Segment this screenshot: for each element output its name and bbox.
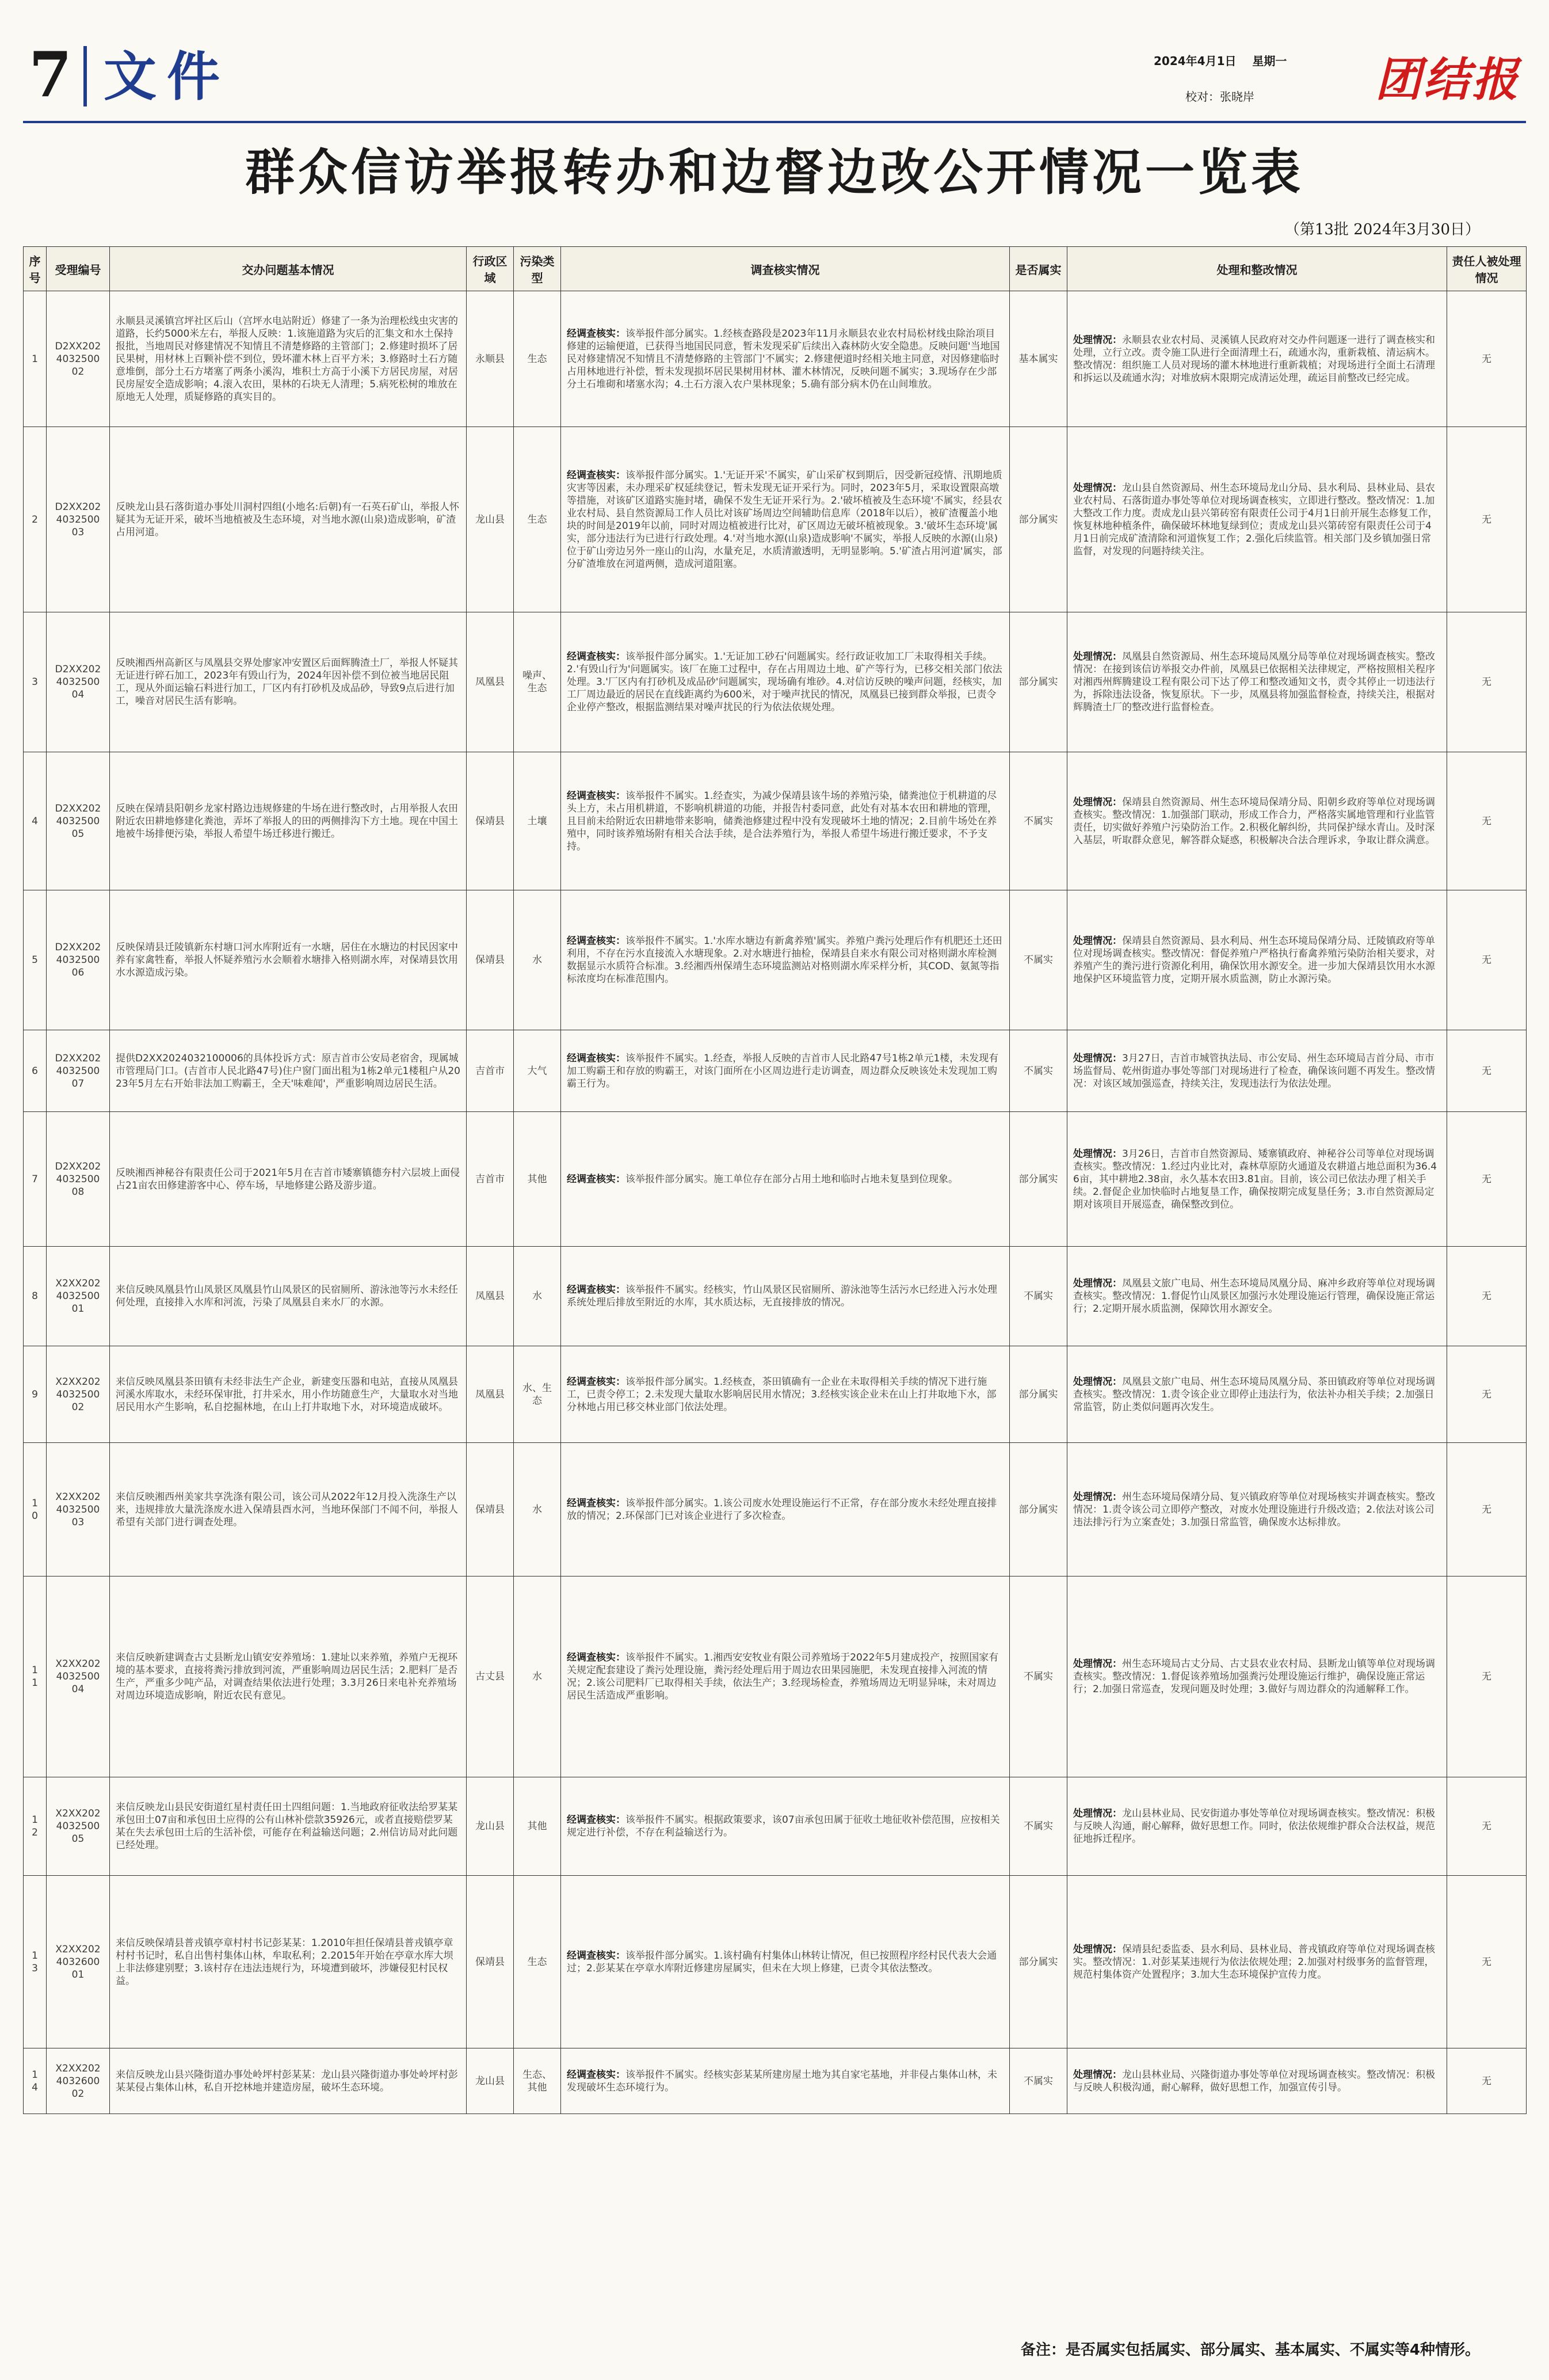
cell-type: 其他 xyxy=(514,1112,561,1247)
cell-region: 凤凰县 xyxy=(467,1346,514,1443)
cell-type: 噪声、生态 xyxy=(514,612,561,752)
cell-handling xyxy=(1067,890,1447,1030)
handling-text: 凤凰县文旅广电局、州生态环境局凤凰分局、茶田镇政府等单位对现场调查核实。整改情况：1.责令该企业立即停止违法行为，依法补办相关手续；2.加强日常监管，防止类似问题再次发生。 xyxy=(1073,1376,1435,1413)
cell-content: 来信反映凤凰县竹山凤景区凤凰县竹山凤景区的民宿厕所、游泳池等污水未经任何处理，直接排入水库和河流，污染了凤凰县自来水厂的水源。 xyxy=(110,1247,467,1346)
cell-accountability: 无 xyxy=(1447,1346,1527,1443)
cell-accountability: 无 xyxy=(1447,752,1527,890)
cell-accountability: 无 xyxy=(1447,890,1527,1030)
handling-text: 凤凰县自然资源局、州生态环境局凤凰分局等单位对现场调查核实。整改情况：在接到该信访举报交办件前，凤凰县已依据相关法律规定，严格按照相关程序对湘西州辉腾建设工程有限公司下达了停工和整改通知文书，责令其停止一切违法行为，拆除违法设备，恢复原状。下一步，凤凰县将加强监督检查，持续关注，根据对辉腾渣土厂的整改进行监督检查。 xyxy=(1073,651,1435,713)
cell-seq: 10 xyxy=(24,1443,47,1576)
cell-content: 反映湘西神秘谷有限责任公司于2021年5月在吉首市矮寨镇德夯村六层坡上面侵占21亩农田修建游客中心、停车场，早地修建公路及游步道。 xyxy=(110,1112,467,1247)
issue-date: 2024年4月1日 xyxy=(1154,54,1237,68)
cell-code: X2XX2024032600 02 xyxy=(47,2048,110,2114)
handling-label: 处理情况： xyxy=(1073,935,1122,947)
table-row xyxy=(24,291,1527,427)
handling-label: 处理情况： xyxy=(1073,1052,1122,1064)
cell-verdict: 不属实 xyxy=(1010,890,1067,1030)
cell-code: X2XX2024032500 03 xyxy=(47,1443,110,1576)
cell-region: 吉首市 xyxy=(467,1112,514,1247)
cell-type: 水 xyxy=(514,1576,561,1777)
cell-content: 反映在保靖县阳朝乡龙家村路边违规修建的牛场在进行整改时，占用举报人农田附近农田耕地修建化粪池，弄坏了举报人的田的两侧排沟下方土地。现在中国土地被牛场排便污染，举报人希望牛场迁移进行搬迁。 xyxy=(110,752,467,890)
investigation-text: 该举报件部分属实。1.'无证加工砂石'问题属实。经行政证收加工厂未取得相关手续。2.'有毁山行为'问题属实。该厂在施工过程中，存在占用周边土地、矿产等行为，已移交相关部门依法处理。3.'厂区内有打砂机及成品砂'问题属实，现场确有堆砂。4.对信访反映的噪声问题，经核实，加工厂周边最近的居民在直线距离约为600米，对于噪声扰民的情况，凤凰县已接到群众举报，已责令企业停产整改，根据监测结果对噪声扰民的行为依法依规处理。 xyxy=(567,651,1002,713)
handling-text: 州生态环境局古丈分局、古丈县农业农村局、县断龙山镇等单位对现场调查核实。整改情况：1.督促该养殖场加强粪污处理设施运行维护，确保设施正常运行；2.加强日常巡查，发现问题及时处理；3.做好与周边群众的沟通解释工作。 xyxy=(1073,1658,1435,1695)
cell-type: 生态 xyxy=(514,291,561,427)
cell-accountability: 无 xyxy=(1447,612,1527,752)
section-title: 文件 xyxy=(104,45,231,108)
cell-content: 反映湘西州高新区与凤凰县交界处廖家冲安置区后面辉腾渣土厂，举报人怀疑其无证进行碎石加工，2023年有毁山行为，2024年因补偿不到位被当地居民阻工，现从外面运输石料进行加工，厂区内有打砂机及成品砂，导致9点后进行加工，噪音对居民生活有影响。 xyxy=(110,612,467,752)
footnote: 备注：是否属实包括属实、部分属实、基本属实、不属实等4种情形。 xyxy=(1020,2341,1480,2359)
cell-seq: 6 xyxy=(24,1030,47,1112)
cell-handling xyxy=(1067,752,1447,890)
cell-accountability: 无 xyxy=(1447,1247,1527,1346)
cell-code: X2XX2024032500 04 xyxy=(47,1576,110,1777)
header-region: 行政区域 xyxy=(467,247,514,291)
cell-content: 永顺县灵溪镇宫坪社区后山（宫坪水电站附近）修建了一条为治理松线虫灾害的道路，长约5000米左右，举报人反映：1.该施道路为灾后的汇集文和水土保持报批，当地周民对修建情况不知情且不清楚修路的主管部门；2.修建时损坏了居民果树，用材林上百颗补偿不到位，毁坏灌木林上百平方米；3.修路时土石方随意堆倒，部分土石方堵塞了两条小溪沟，堆积土方高于小溪下方居民房屋，对居民房屋安全造成影响；4.滚入农田，果林的石块无人清理；5.病死松树的堆放在原地无人处理，质疑修路的真实目的。 xyxy=(110,291,467,427)
cell-content: 反映龙山县石落街道办事处川洞村四组(小地名:后朝)有一石英石矿山，举报人怀疑其为无证开采，破坏当地植被及生态环境，对当地水源(山泉)造成影响，矿渣占用河道。 xyxy=(110,427,467,612)
table-body xyxy=(24,291,1527,2114)
cell-region: 龙山县 xyxy=(467,427,514,612)
investigation-label: 经调查核实： xyxy=(567,1497,625,1509)
cell-accountability: 无 xyxy=(1447,2048,1527,2114)
report-table xyxy=(23,246,1527,2114)
cell-accountability: 无 xyxy=(1447,1030,1527,1112)
handling-label: 处理情况： xyxy=(1073,1278,1122,1289)
handling-text: 保靖县自然资源局、州生态环境局保靖分局、阳朝乡政府等单位对现场调查核实。整改情况：1.加强部门联动，形成工作合力，严格落实属地管理和行业监管责任，切实做好养殖户污染防治工作。2.积极化解纠纷，共同保护绿水青山。及时深入基层，听取群众意见，解答群众疑惑，积极解决合法合理诉求，争取让群众满意。 xyxy=(1073,796,1435,846)
cell-content: 来信反映保靖县普戎镇亭章村村书记彭某某：1.2010年担任保靖县普戎镇亭章村村书记时，私自出售村集体山林，牟取私利；2.2015年开始在亭章水库大坝上非法修建别墅；3.该村存在违法违规行为，环境遭到破坏，涉嫌侵犯村民权益。 xyxy=(110,1876,467,2048)
cell-investigation xyxy=(561,890,1010,1030)
issue-weekday: 星期一 xyxy=(1252,54,1287,68)
cell-type: 水 xyxy=(514,890,561,1030)
cell-region: 龙山县 xyxy=(467,2048,514,2114)
handling-label: 处理情况： xyxy=(1073,651,1122,662)
handling-label: 处理情况： xyxy=(1073,1376,1122,1388)
cell-accountability: 无 xyxy=(1447,427,1527,612)
table-row xyxy=(24,1112,1527,1247)
cell-code: X2XX2024032500 02 xyxy=(47,1346,110,1443)
cell-verdict: 不属实 xyxy=(1010,1576,1067,1777)
cell-accountability: 无 xyxy=(1447,1777,1527,1876)
table-row xyxy=(24,752,1527,890)
cell-code: D2XX2024032500 06 xyxy=(47,890,110,1030)
handling-label: 处理情况： xyxy=(1073,334,1122,346)
cell-accountability: 无 xyxy=(1447,291,1527,427)
header-code: 受理编号 xyxy=(47,247,110,291)
cell-seq: 8 xyxy=(24,1247,47,1346)
dateline xyxy=(1154,52,1287,68)
cell-seq: 2 xyxy=(24,427,47,612)
cell-region: 保靖县 xyxy=(467,1443,514,1576)
cell-investigation xyxy=(561,1247,1010,1346)
cell-code: D2XX2024032500 07 xyxy=(47,1030,110,1112)
investigation-text: 该举报件不属实。1.'水库水塘边有新禽养殖'属实。养殖户粪污处理后作有机肥还土还田利用，不存在污水直接流入水塘现象。2.对水塘进行抽检，保靖县自来水有限公司对格则湖水库检测数据显示水质符合标准。3.经湘西州保靖生态环境监测站对格则湖水库采样分析，其COD、氨氮等指标浓度均在标准范围内。 xyxy=(567,935,1002,985)
handling-text: 州生态环境局保靖分局、复兴镇政府等单位对现场核实并调查核实。整改情况：1.责令该公司立即停产整改，对废水处理设施进行升级改造；2.依法对该公司违法排污行为立案查处；3.加强日常监管，确保废水达标排放。 xyxy=(1073,1491,1435,1528)
cell-content: 反映保靖县迁陵镇新东村塘口河水库附近有一水塘，居住在水塘边的村民因家中养有家禽牲畜，举报人怀疑养殖污水会顺着水塘排入格则湖水库，对保靖县饮用水水源造成污染。 xyxy=(110,890,467,1030)
header-type: 污染类型 xyxy=(514,247,561,291)
cell-type: 水 xyxy=(514,1247,561,1346)
cell-region: 永顺县 xyxy=(467,291,514,427)
cell-code: D2XX2024032500 02 xyxy=(47,291,110,427)
cell-investigation xyxy=(561,1576,1010,1777)
cell-content: 提供D2XX2024032100006的具体投诉方式：原吉首市公安局老宿舍，现属城市管理局门口。(吉首市人民北路47号)住户窗门面出租为1栋2单元1楼租户从2023年5月左右开始非法加工购霸王，全天'味难闻'，严重影响周边居民生活。 xyxy=(110,1030,467,1112)
investigation-label: 经调查核实： xyxy=(567,651,625,662)
cell-handling xyxy=(1067,427,1447,612)
cell-verdict: 不属实 xyxy=(1010,1030,1067,1112)
investigation-text: 该举报件部分属实。施工单位存在部分占用土地和临时占地未复垦到位现象。 xyxy=(625,1173,958,1185)
cell-investigation xyxy=(561,1030,1010,1112)
cell-accountability: 无 xyxy=(1447,1876,1527,2048)
cell-content: 来信反映新建调查古丈县断龙山镇安安养殖场：1.建址以来养殖，养殖户无视环境的基本要求，直接将粪污排放到河流，严重影响周边居民生活；2.肥料厂是否生产，严重多少吨产品，对调查结果依法进行处理；3.3月26日来电补充养殖场对周边环境造成影响，附近农民有意见。 xyxy=(110,1576,467,1777)
cell-verdict: 部分属实 xyxy=(1010,1112,1067,1247)
cell-code: D2XX2024032500 04 xyxy=(47,612,110,752)
table-header-row xyxy=(24,247,1527,291)
cell-type: 生态 xyxy=(514,427,561,612)
cell-code: X2XX2024032500 05 xyxy=(47,1777,110,1876)
cell-type: 土壤 xyxy=(514,752,561,890)
handling-label: 处理情况： xyxy=(1073,1808,1122,1819)
cell-code: X2XX2024032500 01 xyxy=(47,1247,110,1346)
cell-investigation xyxy=(561,752,1010,890)
handling-text: 龙山县林业局、兴隆街道办事处等单位对现场调查核实。整改情况：积极与反映人积极沟通，耐心解释，做好思想工作，加强宣传引导。 xyxy=(1073,2069,1435,2093)
cell-handling xyxy=(1067,291,1447,427)
handling-text: 凤凰县文旅广电局、州生态环境局凤凰分局、麻冲乡政府等单位对现场调查核实。整改情况：1.督促竹山凤景区加强污水处理设施运行管理，确保设施正常运行；2.定期开展水质监测，保障饮用水源安全。 xyxy=(1073,1278,1435,1315)
investigation-label: 经调查核实： xyxy=(567,1949,625,1962)
table-row xyxy=(24,2048,1527,2114)
cell-handling xyxy=(1067,612,1447,752)
cell-seq: 14 xyxy=(24,2048,47,2114)
cell-accountability: 无 xyxy=(1447,1443,1527,1576)
page-title: 群众信访举报转办和边督边改公开情况一览表 xyxy=(245,143,1304,201)
cell-code: X2XX2024032600 01 xyxy=(47,1876,110,2048)
cell-accountability: 无 xyxy=(1447,1576,1527,1777)
table-row xyxy=(24,427,1527,612)
cell-region: 保靖县 xyxy=(467,1876,514,2048)
header-handling: 处理和整改情况 xyxy=(1067,247,1447,291)
cell-verdict: 不属实 xyxy=(1010,752,1067,890)
cell-region: 古丈县 xyxy=(467,1576,514,1777)
investigation-text: 该举报件不属实。经核实彭某某所建房屋土地为其自家宅基地，并非侵占集体山林，未发现破坏生态环境行为。 xyxy=(567,2069,997,2093)
cell-seq: 3 xyxy=(24,612,47,752)
cell-verdict: 不属实 xyxy=(1010,1777,1067,1876)
cell-verdict: 部分属实 xyxy=(1010,427,1067,612)
investigation-label: 经调查核实： xyxy=(567,1284,625,1296)
investigation-label: 经调查核实： xyxy=(567,935,625,947)
table-row xyxy=(24,1443,1527,1576)
cell-handling xyxy=(1067,1876,1447,2048)
investigation-label: 经调查核实： xyxy=(567,1814,625,1826)
cell-region: 保靖县 xyxy=(467,890,514,1030)
investigation-label: 经调查核实： xyxy=(567,469,625,481)
cell-verdict: 基本属实 xyxy=(1010,291,1067,427)
cell-type: 生态 xyxy=(514,1876,561,2048)
cell-content: 来信反映湘西州美家共享洗涤有限公司，该公司从2022年12月投入洗涤生产以来，违规排放大量洗涤废水进入保靖县酉水河，当地环保部门不闻不问，举报人希望有关部门进行调查处理。 xyxy=(110,1443,467,1576)
batch-info: （第13批 2024年3月30日） xyxy=(1284,221,1480,238)
investigation-text: 该举报件部分属实。1.该公司废水处理设施运行不正常，存在部分废水未经处理直接排放的情况；2.环保部门已对该企业进行了多次检查。 xyxy=(567,1497,997,1522)
investigation-label: 经调查核实： xyxy=(567,1652,625,1663)
investigation-text: 该举报件部分属实。1.经核查，茶田镇确有一企业在未取得相关手续的情况下进行施工，已责令停工；2.未发现大量取水影响居民用水情况；3.经核实该企业未在山上打井取地下水，部分林地占用已移交林业部门依法处理。 xyxy=(567,1376,997,1413)
cell-accountability: 无 xyxy=(1447,1112,1527,1247)
page-number: 7 xyxy=(29,39,73,111)
handling-label: 处理情况： xyxy=(1073,1658,1122,1670)
cell-content: 来信反映凤凰县茶田镇有未经非法生产企业，新建变压器和电站，直接从凤凰县河溪水库取水，未经环保审批，打井采水，用小作坊随意生产，大量取水对当地居民用水产生影响，私自挖掘林地，在山上打井取地下水，对环境造成破坏。 xyxy=(110,1346,467,1443)
handling-label: 处理情况： xyxy=(1073,796,1122,808)
cell-investigation xyxy=(561,427,1010,612)
cell-handling xyxy=(1067,1030,1447,1112)
masthead xyxy=(23,35,1526,123)
investigation-label: 经调查核实： xyxy=(567,1052,625,1064)
investigation-label: 经调查核实： xyxy=(567,1173,625,1185)
cell-investigation xyxy=(561,1346,1010,1443)
newspaper-logo: 团结报 xyxy=(1375,52,1520,106)
handling-label: 处理情况： xyxy=(1073,1491,1122,1503)
investigation-text: 该举报件不属实。1.湘西安安牧业有限公司养殖场于2022年5月建成投产，按照国家有关规定配套建设了粪污处理设施，粪污经处理后用于周边农田果园施肥，未发现直接排入河流的情况；2.该公司肥料厂已取得相关手续，依法生产；3.经现场检查，养殖场周边无明显异味，未对周边居民生活造成严重影响。 xyxy=(567,1652,999,1701)
header-content: 交办问题基本情况 xyxy=(110,247,467,291)
cell-investigation xyxy=(561,291,1010,427)
cell-investigation xyxy=(561,612,1010,752)
investigation-label: 经调查核实： xyxy=(567,790,625,802)
investigation-text: 该举报件不属实。经核实，竹山凤景区民宿厕所、游泳池等生活污水已经进入污水处理系统处理后排放至附近的水库，其水质达标，无直接排放的情况。 xyxy=(567,1284,997,1308)
cell-region: 保靖县 xyxy=(467,752,514,890)
masthead-divider xyxy=(83,46,87,106)
cell-seq: 7 xyxy=(24,1112,47,1247)
table-row xyxy=(24,890,1527,1030)
cell-handling xyxy=(1067,2048,1447,2114)
investigation-label: 经调查核实： xyxy=(567,328,625,340)
cell-investigation xyxy=(561,1112,1010,1247)
cell-type: 水 xyxy=(514,1443,561,1576)
cell-verdict: 不属实 xyxy=(1010,1247,1067,1346)
cell-verdict: 部分属实 xyxy=(1010,612,1067,752)
cell-verdict: 部分属实 xyxy=(1010,1443,1067,1576)
investigation-label: 经调查核实： xyxy=(567,1376,625,1388)
table-row xyxy=(24,612,1527,752)
cell-region: 凤凰县 xyxy=(467,612,514,752)
cell-code: D2XX2024032500 03 xyxy=(47,427,110,612)
cell-seq: 5 xyxy=(24,890,47,1030)
cell-type: 其他 xyxy=(514,1777,561,1876)
investigation-text: 该举报件部分属实。1.该村确有村集体山林转让情况，但已按照程序经村民代表大会通过；2.彭某某在亭章水库附近修建房屋属实，但未在大坝上修建，已责令其依法整改。 xyxy=(567,1949,997,1974)
proofreader: 校对：张晓岸 xyxy=(1185,90,1254,104)
investigation-text: 该举报件不属实。1.经查，举报人反映的吉首市人民北路47号1栋2单元1楼，未发现有加工购霸王和存放的购霸王，对该门面所在小区周边进行走访调查，周边群众反映该处未发现加工购霸王行为。 xyxy=(567,1052,999,1090)
handling-text: 永顺县农业农村局、灵溪镇人民政府对交办件问题逐一进行了调查核实和处理，立行立改。责令施工队进行全面清理土石，疏通水沟，重新栽植、清运病木。整改情况：组织施工人员对现场的灌木林地进行重新栽植；对现场进行全面土石清理和拆运以及疏通水沟；对堆放病木限期完成清运处理，疏运目前整改已经完成。 xyxy=(1073,334,1435,384)
header-seq: 序号 xyxy=(24,247,47,291)
handling-text: 3月27日，吉首市城管执法局、市公安局、州生态环境局吉首分局、市市场监督局、乾州街道办事处等部门对现场进行了检查，确保该问题不再发生。整改情况：对该区域加强巡查，持续关注，发现违法行为依法处理。 xyxy=(1073,1052,1435,1090)
cell-handling xyxy=(1067,1346,1447,1443)
cell-seq: 11 xyxy=(24,1576,47,1777)
handling-text: 保靖县自然资源局、县水利局、州生态环境局保靖分局、迁陵镇政府等单位对现场调查核实。整改情况：督促养殖户严格执行畜禽养殖污染防治相关要求，对养殖产生的粪污进行资源化利用，确保饮用水源安全。进一步加大保靖县饮用水水源地保护区环境监管力度，定期开展水质监测，防止水源污染。 xyxy=(1073,935,1435,985)
cell-investigation xyxy=(561,1777,1010,1876)
cell-seq: 4 xyxy=(24,752,47,890)
header-investigation: 调查核实情况 xyxy=(561,247,1010,291)
cell-investigation xyxy=(561,1443,1010,1576)
cell-code: D2XX2024032500 08 xyxy=(47,1112,110,1247)
cell-investigation xyxy=(561,1876,1010,2048)
table-row xyxy=(24,1247,1527,1346)
handling-label: 处理情况： xyxy=(1073,2069,1122,2081)
cell-content: 来信反映龙山县民安街道红星村责任田土四组问题：1.当地政府征收法给罗某某承包田土07亩和承包田土应得的公有山林补偿款35926元，或者直接赔偿罗某某在失去承包田土后的生活补偿，可能存在利益输送问题；2.州信访局对此问题已经处理。 xyxy=(110,1777,467,1876)
investigation-label: 经调查核实： xyxy=(567,2069,625,2081)
investigation-text: 该举报件不属实。1.经查实，为减少保靖县该牛场的养殖污染，储粪池位于机耕道的尽头上方，未占用机耕道，不影响机耕道的功能，并报告村委同意，此处有对基本农田和耕地的管理，且目前未给附近农田耕地带来影响，储粪池修建过程中没有发现破坏土地的情况；2.目前牛场处在养殖中，同时该养殖场附有相关合法手续，是合法养殖行为，举报人希望牛场进行搬迁要求，不予支持。 xyxy=(567,790,997,852)
header-verdict: 是否属实 xyxy=(1010,247,1067,291)
cell-seq: 1 xyxy=(24,291,47,427)
handling-label: 处理情况： xyxy=(1073,1943,1122,1955)
cell-region: 吉首市 xyxy=(467,1030,514,1112)
cell-handling xyxy=(1067,1777,1447,1876)
header-accountability: 责任人被处理情况 xyxy=(1447,247,1527,291)
investigation-text: 该举报件不属实。根据政策要求，该07亩承包田属于征收土地征收补偿范围，应按相关规定进行补偿，不存在利益输送行为。 xyxy=(567,1814,1000,1838)
cell-verdict: 不属实 xyxy=(1010,2048,1067,2114)
cell-handling xyxy=(1067,1112,1447,1247)
cell-verdict: 部分属实 xyxy=(1010,1876,1067,2048)
cell-seq: 13 xyxy=(24,1876,47,2048)
investigation-text: 该举报件部分属实。1.'无证开采'不属实，矿山采矿权到期后，因受新冠疫情、汛期地质灾害等因素，未办理采矿权延续登记，暂未发现无证开采行为。同时，2023年5月，采取设置限高墩等措施，对该矿区道路实施封堵，确保不发生无证开采行为。2.'破坏植被及生态环境'不属实，经县农业农村局、县自然资源局工作人员比对该矿场周边空间辅助信息库（2018年以后），被矿渣覆盖小地块的时间是2019年以前，同时对周边植被进行比对，矿区周边无破坏植被现象。3.'破坏生态环境'属实，部分违法行为已进行行政处理。4.'对当地水源(山泉)造成影响'不属实，举报人反映的水源(山泉)位于矿山旁边另外一座山的山沟，水量充足，水质清澈透明，无明显影响。5.'矿渣占用河道'属实，部分矿渣堆放在河道两侧，造成河道阻塞。 xyxy=(567,469,1002,570)
handling-text: 龙山县自然资源局、州生态环境局龙山分局、县水利局、县林业局、县农业农村局、石落街道办事处等单位对现场调查核实，立即进行整改。整改情况：1.加大整改工作力度。责成龙山县兴第砖窑有限责任公司于4月1日前开展生态修复工作，恢复林地种植条件，确保破坏林地复绿到位；责成龙山县兴第砖窑有限责任公司于4月1日前完成矿渣清除和河道恢复工作；2.强化后续监管。相关部门及乡镇加强日常监督，对发现的问题持续关注。 xyxy=(1073,482,1438,557)
handling-text: 3月26日，吉首市自然资源局、矮寨镇政府、神秘谷公司等单位对现场调查核实。整改情况：1.经过内业比对，森林草原防火通道及农耕道占地总面积为36.46亩，其中耕地2.38亩，永久基本农田3.81亩。目前，该公司已依法办理了相关手续。2.督促企业加快临时占地复垦工作，确保按期完成复垦任务；3.市自然资源局定期对该项目开展巡查，确保整改到位。 xyxy=(1073,1148,1437,1210)
table-row xyxy=(24,1576,1527,1777)
cell-seq: 9 xyxy=(24,1346,47,1443)
investigation-text: 该举报件部分属实。1.经核查路段是2023年11月永顺县农业农村局松材线虫除治项目修建的运输便道，已获得当地国民同意，暂未发现采矿后续出入森林防火安全隐患。反映问题'当地国民对修建情况不知情且不清楚修路的主管部门'不属实；2.修建便道时经相关地主同意，对因修建临时占用林地进行补偿，暂未发现损坏居民果树用材林、灌木林情况，反映问题不属实；3.现场存在少部分土石堆砌和堵塞水沟；4.土石方滚入农户果林现象；5.确有部分病木仍在山间堆放。 xyxy=(567,328,1000,390)
cell-seq: 12 xyxy=(24,1777,47,1876)
cell-type: 生态、其他 xyxy=(514,2048,561,2114)
cell-investigation xyxy=(561,2048,1010,2114)
cell-region: 凤凰县 xyxy=(467,1247,514,1346)
cell-handling xyxy=(1067,1443,1447,1576)
table-row xyxy=(24,1030,1527,1112)
cell-verdict: 部分属实 xyxy=(1010,1346,1067,1443)
table-row xyxy=(24,1777,1527,1876)
handling-label: 处理情况： xyxy=(1073,1148,1122,1160)
cell-handling xyxy=(1067,1247,1447,1346)
table-row xyxy=(24,1876,1527,2048)
handling-label: 处理情况： xyxy=(1073,482,1122,494)
table-row xyxy=(24,1346,1527,1443)
cell-region: 龙山县 xyxy=(467,1777,514,1876)
cell-code: D2XX2024032500 05 xyxy=(47,752,110,890)
cell-type: 大气 xyxy=(514,1030,561,1112)
cell-handling xyxy=(1067,1576,1447,1777)
handling-text: 龙山县林业局、民安街道办事处等单位对现场调查核实。整改情况：积极与反映人沟通，耐心解释，做好思想工作。同时，依法依规维护群众合法权益，规范征地拆迁程序。 xyxy=(1073,1808,1435,1845)
cell-type: 水、生态 xyxy=(514,1346,561,1443)
cell-content: 来信反映龙山县兴隆街道办事处岭坪村彭某某：龙山县兴隆街道办事处岭坪村彭某某侵占集体山林，私自开挖林地并建造房屋，破坏生态环境。 xyxy=(110,2048,467,2114)
handling-text: 保靖县纪委监委、县水利局、县林业局、普戎镇政府等单位对现场调查核实。整改情况：1.对彭某某违规行为依法依规处理；2.加强对村级事务的监督管理，规范村集体资产处置程序；3.加大生态环境保护宣传力度。 xyxy=(1073,1943,1435,1981)
